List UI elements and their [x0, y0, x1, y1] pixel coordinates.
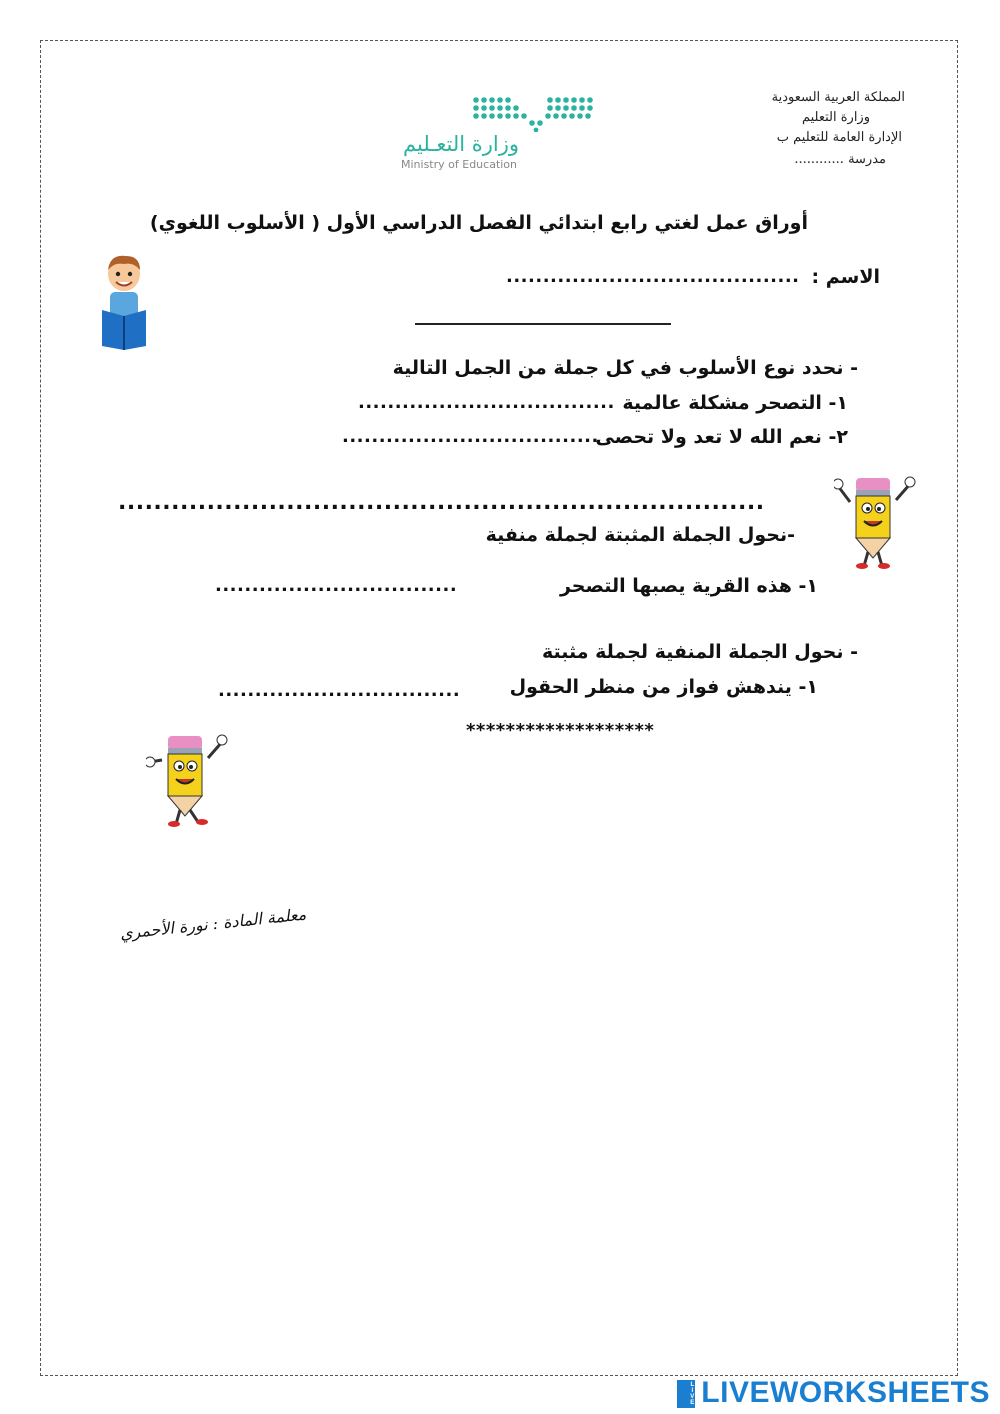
- header-ministry: وزارة التعليم: [801, 110, 870, 125]
- ministry-logo-dots-icon: [470, 94, 600, 132]
- section1-item1-text: ١- التصحر مشكلة عالمية: [622, 392, 848, 414]
- header-kingdom: المملكة العربية السعودية: [771, 90, 905, 105]
- stars-divider: *******************: [466, 720, 655, 741]
- section3-item1-text: ١- يندهش فواز من منظر الحقول: [509, 676, 818, 698]
- liveworksheets-badge-text: LIVE: [677, 1380, 695, 1408]
- section1-item1-answer[interactable]: ...................................: [358, 392, 615, 413]
- ministry-logo-arabic: وزارة التعـليم: [403, 132, 520, 156]
- header-school: مدرسة ............: [794, 152, 886, 167]
- name-label: الاسم :: [811, 266, 880, 288]
- name-underline: [415, 323, 671, 325]
- liveworksheets-badge-icon: [677, 1380, 695, 1406]
- section2-instruction: -نحول الجملة المثبتة لجملة منفية: [485, 524, 795, 546]
- page-border: [40, 40, 958, 1376]
- worksheet-title: أوراق عمل لغتي رابع ابتدائي الفصل الدراسي الأول ( الأسلوب اللغوي): [149, 212, 808, 234]
- ministry-logo: [395, 90, 605, 172]
- ministry-logo-english: Ministry of Education: [401, 158, 518, 171]
- pencil-mascot-icon: [146, 732, 228, 828]
- section1-item2-answer[interactable]: ...................................: [342, 426, 599, 447]
- separator-dots: .........................................................................: [118, 490, 765, 515]
- teacher-signature: معلمة المادة : نورة الأحمري: [119, 904, 307, 943]
- section2-item1-text: ١- هذه القرية يصبها التصحر: [559, 575, 818, 597]
- boy-reading-book-icon: [100, 252, 148, 350]
- section1-instruction: - نحدد نوع الأسلوب في كل جملة من الجمل التالية: [392, 357, 858, 379]
- header-directorate: الإدارة العامة للتعليم ب: [776, 130, 902, 145]
- section1-item2-text: ٢- نعم الله لا تعد ولا تحصى: [595, 426, 848, 448]
- pencil-mascot-icon: [834, 474, 916, 570]
- section3-instruction: - نحول الجملة المنفية لجملة مثبتة: [541, 641, 858, 663]
- liveworksheets-text: LIVEWORKSHEETS: [701, 1376, 990, 1409]
- section2-item1-answer[interactable]: .................................: [215, 575, 458, 596]
- liveworksheets-watermark: [677, 1378, 990, 1408]
- section3-item1-answer[interactable]: .................................: [218, 680, 461, 701]
- name-input-dots[interactable]: ........................................: [506, 266, 800, 287]
